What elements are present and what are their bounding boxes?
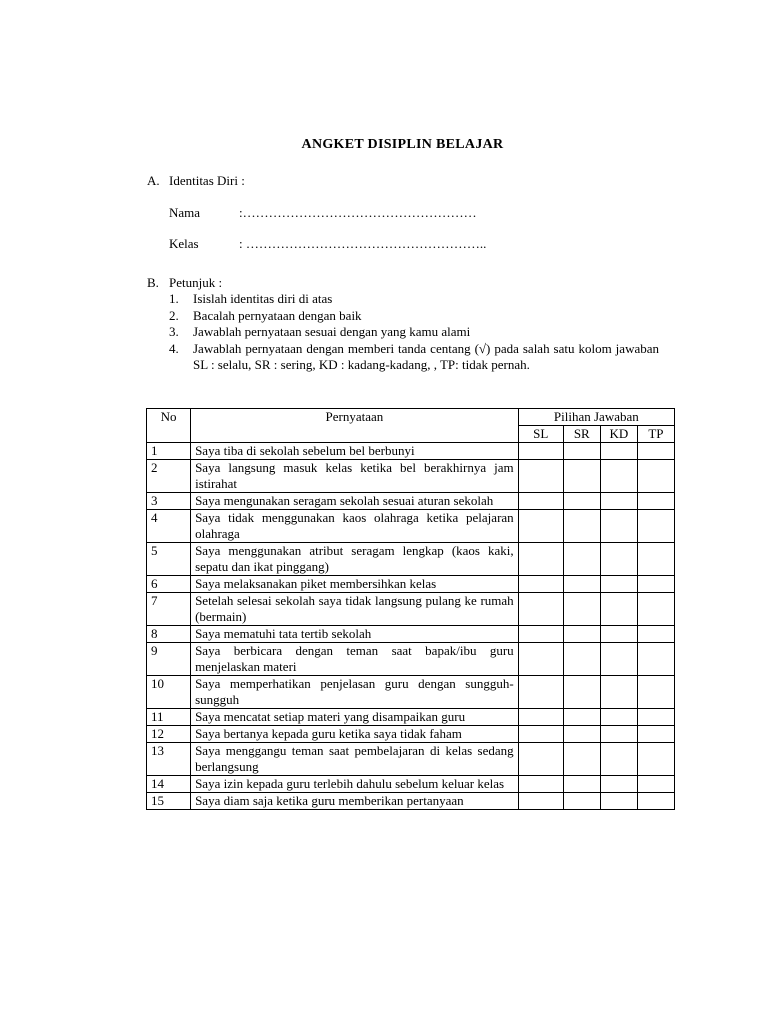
table-row [147,793,675,810]
class-label: Kelas [169,236,199,251]
instruction-item [169,291,659,308]
answer-cell-sr[interactable] [563,743,600,776]
instruction-text: Isislah identitas diri di atas [193,291,333,306]
answer-cell-kd[interactable] [600,726,637,743]
row-statement: Saya menggunakan atribut seragam lengkap (kaos kaki, sepatu dan ikat pinggang) [191,543,519,576]
answer-cell-sl[interactable] [518,593,563,626]
instruction-number: 2. [169,307,179,323]
instruction-item [169,308,659,325]
table-row [147,543,675,576]
answer-cell-sr[interactable] [563,643,600,676]
name-label: Nama [169,205,201,220]
instruction-text: Jawablah pernyataan sesuai dengan yang kamu alami [193,324,471,339]
row-statement: Saya tiba di sekolah sebelum bel berbunyi [191,443,519,460]
answer-cell-kd[interactable] [600,460,637,493]
answer-cell-kd[interactable] [600,576,637,593]
answer-cell-sr[interactable] [563,510,600,543]
answer-cell-sl[interactable] [518,493,563,510]
answer-cell-sr[interactable] [563,793,600,810]
answer-cell-tp[interactable] [637,743,674,776]
row-number: 11 [147,709,191,726]
row-statement: Saya bertanya kepada guru ketika saya tidak faham [191,726,519,743]
header-option-sr: SR [563,426,600,443]
header-option-tp: TP [637,426,674,443]
questionnaire-table [146,408,675,810]
answer-cell-sr[interactable] [563,709,600,726]
header-option-sl: SL [518,426,563,443]
answer-cell-sl[interactable] [518,460,563,493]
answer-cell-sr[interactable] [563,726,600,743]
row-statement: Saya langsung masuk kelas ketika bel berakhirnya jam istirahat [191,460,519,493]
answer-cell-kd[interactable] [600,493,637,510]
row-statement: Saya mencatat setiap materi yang disampaikan guru [191,709,519,726]
instruction-number: 4. [169,340,179,356]
instruction-number: 3. [169,324,179,339]
instruction-text: Jawablah pernyataan dengan memberi tanda centang (√) pada salah satu kolom jawaban SL : selalu, SR : sering, KD : kadang-kadang, , TP: tidak pernah. [193,340,659,372]
table-row [147,743,675,776]
answer-cell-kd[interactable] [600,593,637,626]
answer-cell-sr[interactable] [563,493,600,510]
section-b-marker: B. [147,275,159,290]
row-number: 14 [147,776,191,793]
row-number: 3 [147,493,191,510]
answer-cell-sl[interactable] [518,776,563,793]
table-row [147,709,675,726]
table-row [147,443,675,460]
section-a-marker: A. [147,173,160,188]
row-statement: Saya izin kepada guru terlebih dahulu sebelum keluar kelas [191,776,519,793]
answer-cell-sr[interactable] [563,676,600,709]
row-statement: Saya melaksanakan piket membersihkan kelas [191,576,519,593]
answer-cell-kd[interactable] [600,776,637,793]
answer-cell-sl[interactable] [518,743,563,776]
row-number: 12 [147,726,191,743]
answer-cell-sl[interactable] [518,626,563,643]
answer-cell-tp[interactable] [637,576,674,593]
answer-cell-sr[interactable] [563,460,600,493]
answer-cell-kd[interactable] [600,510,637,543]
answer-cell-tp[interactable] [637,493,674,510]
answer-cell-sr[interactable] [563,443,600,460]
answer-cell-sr[interactable] [563,593,600,626]
answer-cell-sr[interactable] [563,776,600,793]
answer-cell-sr[interactable] [563,576,600,593]
answer-cell-kd[interactable] [600,543,637,576]
answer-cell-tp[interactable] [637,626,674,643]
answer-cell-tp[interactable] [637,593,674,626]
name-field[interactable]: :……………………………………………… [239,205,477,220]
answer-cell-kd[interactable] [600,643,637,676]
row-number: 2 [147,460,191,493]
answer-cell-kd[interactable] [600,676,637,709]
row-number: 6 [147,576,191,593]
header-option-kd: KD [600,426,637,443]
row-number: 9 [147,643,191,676]
table-row [147,460,675,493]
row-number: 10 [147,676,191,709]
answer-cell-kd[interactable] [600,626,637,643]
table-row [147,726,675,743]
row-statement: Saya mematuhi tata tertib sekolah [191,626,519,643]
table-row [147,576,675,593]
answer-cell-sl[interactable] [518,676,563,709]
answer-cell-tp[interactable] [637,793,674,810]
answer-cell-sr[interactable] [563,543,600,576]
row-number: 13 [147,743,191,776]
section-b-heading: Petunjuk : [169,275,223,290]
instruction-number: 1. [169,291,179,306]
row-statement: Saya menggangu teman saat pembelajaran di kelas sedang berlangsung [191,743,519,776]
answer-cell-tp[interactable] [637,443,674,460]
row-statement: Saya berbicara dengan teman saat bapak/ibu guru menjelaskan materi [191,643,519,676]
table-row [147,776,675,793]
answer-cell-tp[interactable] [637,709,674,726]
answer-cell-sl[interactable] [518,726,563,743]
instruction-item [169,341,659,374]
row-number: 15 [147,793,191,810]
answer-cell-sl[interactable] [518,709,563,726]
answer-cell-kd[interactable] [600,709,637,726]
answer-cell-kd[interactable] [600,743,637,776]
answer-cell-sl[interactable] [518,543,563,576]
answer-cell-kd[interactable] [600,793,637,810]
row-statement: Saya mengunakan seragam sekolah sesuai aturan sekolah [191,493,519,510]
answer-cell-sr[interactable] [563,626,600,643]
answer-cell-sl[interactable] [518,643,563,676]
row-number: 5 [147,543,191,576]
table-row [147,510,675,543]
row-statement: Setelah selesai sekolah saya tidak langsung pulang ke rumah (bermain) [191,593,519,626]
answer-cell-tp[interactable] [637,676,674,709]
table-row [147,676,675,709]
row-number: 7 [147,593,191,626]
answer-cell-tp[interactable] [637,776,674,793]
answer-cell-tp[interactable] [637,726,674,743]
row-statement: Saya tidak menggunakan kaos olahraga ketika pelajaran olahraga [191,510,519,543]
answer-cell-sl[interactable] [518,510,563,543]
header-choices: Pilihan Jawaban [518,409,674,426]
row-statement: Saya memperhatikan penjelasan guru dengan sungguh-sungguh [191,676,519,709]
table-row [147,593,675,626]
row-number: 4 [147,510,191,543]
answer-cell-tp[interactable] [637,643,674,676]
instruction-text: Bacalah pernyataan dengan baik [193,307,362,323]
answer-cell-kd[interactable] [600,443,637,460]
answer-cell-sl[interactable] [518,793,563,810]
answer-cell-tp[interactable] [637,510,674,543]
instruction-list [169,291,659,374]
table-row [147,626,675,643]
answer-cell-tp[interactable] [637,460,674,493]
answer-cell-sl[interactable] [518,443,563,460]
answer-cell-tp[interactable] [637,543,674,576]
answer-cell-sl[interactable] [518,576,563,593]
header-no: No [147,409,191,443]
row-number: 1 [147,443,191,460]
table-row [147,643,675,676]
instruction-item [169,324,659,341]
table-row [147,493,675,510]
page-title: ANGKET DISIPLIN BELAJAR [301,137,504,152]
section-a-heading: Identitas Diri : [169,173,245,188]
header-statement: Pernyataan [191,409,519,443]
row-statement: Saya diam saja ketika guru memberikan pertanyaan [191,793,519,810]
row-number: 8 [147,626,191,643]
class-field[interactable]: : ……………………………………………….. [239,236,487,251]
